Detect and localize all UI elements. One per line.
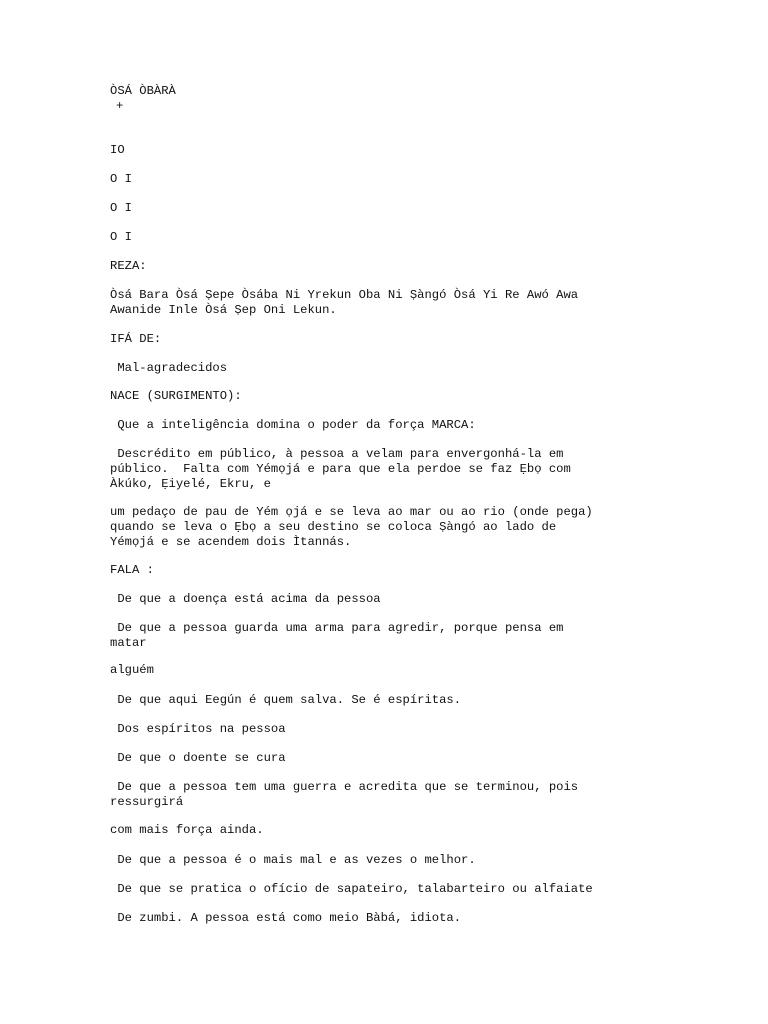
fala-item: De que a pessoa tem uma guerra e acredita que se terminou, pois	[110, 780, 579, 794]
nace-item: Que a inteligência domina o poder da força MARCA:	[110, 418, 476, 432]
fala-item: De que se pratica o ofício de sapateiro, talabarteiro ou alfaiate	[110, 882, 593, 896]
fala-item: De que aqui Eegún é quem salva. Se é espíritas.	[110, 693, 462, 707]
nace-heading: NACE (SURGIMENTO):	[110, 389, 242, 403]
fala-item-continuation: matar	[110, 636, 147, 650]
fala-item-continuation: ressurgirá	[110, 795, 184, 809]
plus-mark: +	[116, 99, 124, 113]
odu-mark-line: IO	[110, 143, 125, 157]
marca-text-line: um pedaço de pau de Yém ọjá e se leva ao mar ou ao rio (onde pega)	[110, 505, 593, 519]
marca-text-line: Àkúko, Ẹiyelé, Ekru, e	[110, 477, 271, 491]
fala-item: De que a pessoa guarda uma arma para agredir, porque pensa em	[110, 621, 564, 635]
document-title: ÒSÁ ÒBÀRÀ	[110, 84, 176, 98]
fala-item: De que o doente se cura	[110, 751, 286, 765]
ifa-de-heading: IFÁ DE:	[110, 332, 162, 346]
ifa-de-item: Mal-agradecidos	[110, 361, 228, 375]
fala-item-continuation: alguém	[110, 663, 154, 677]
odu-mark-line: O I	[110, 230, 132, 244]
marca-text-line: Descrédito em público, à pessoa a velam para envergonhá-la em	[110, 447, 564, 461]
marca-text-line: Yémọjá e se acendem dois Ìtannás.	[110, 535, 352, 549]
marca-text-line: público. Falta com Yémọjá e para que ela perdoe se faz Ẹbọ com	[110, 462, 571, 476]
fala-item-continuation: com mais força ainda.	[110, 823, 264, 837]
marca-text-line: quando se leva o Ẹbọ a seu destino se coloca Ṣàngó ao lado de	[110, 520, 557, 534]
fala-item: De que a pessoa é o mais mal e as vezes o melhor.	[110, 853, 476, 867]
odu-mark-line: O I	[110, 172, 132, 186]
reza-heading: REZA:	[110, 259, 147, 273]
fala-item: De que a doença está acima da pessoa	[110, 592, 381, 606]
reza-text-line: Awanide Inle Òsá Ṣep Oni Lekun.	[110, 303, 337, 317]
reza-text-line: Òsá Bara Òsá Ṣepe Òsába Ni Yrekun Oba Ni Ṣàngó Òsá Yi Re Awó Awa	[110, 288, 579, 302]
fala-item: De zumbi. A pessoa está como meio Bàbá, idiota.	[110, 911, 462, 925]
odu-mark-line: O I	[110, 201, 132, 215]
fala-heading: FALA :	[110, 563, 154, 577]
fala-item: Dos espíritos na pessoa	[110, 722, 286, 736]
